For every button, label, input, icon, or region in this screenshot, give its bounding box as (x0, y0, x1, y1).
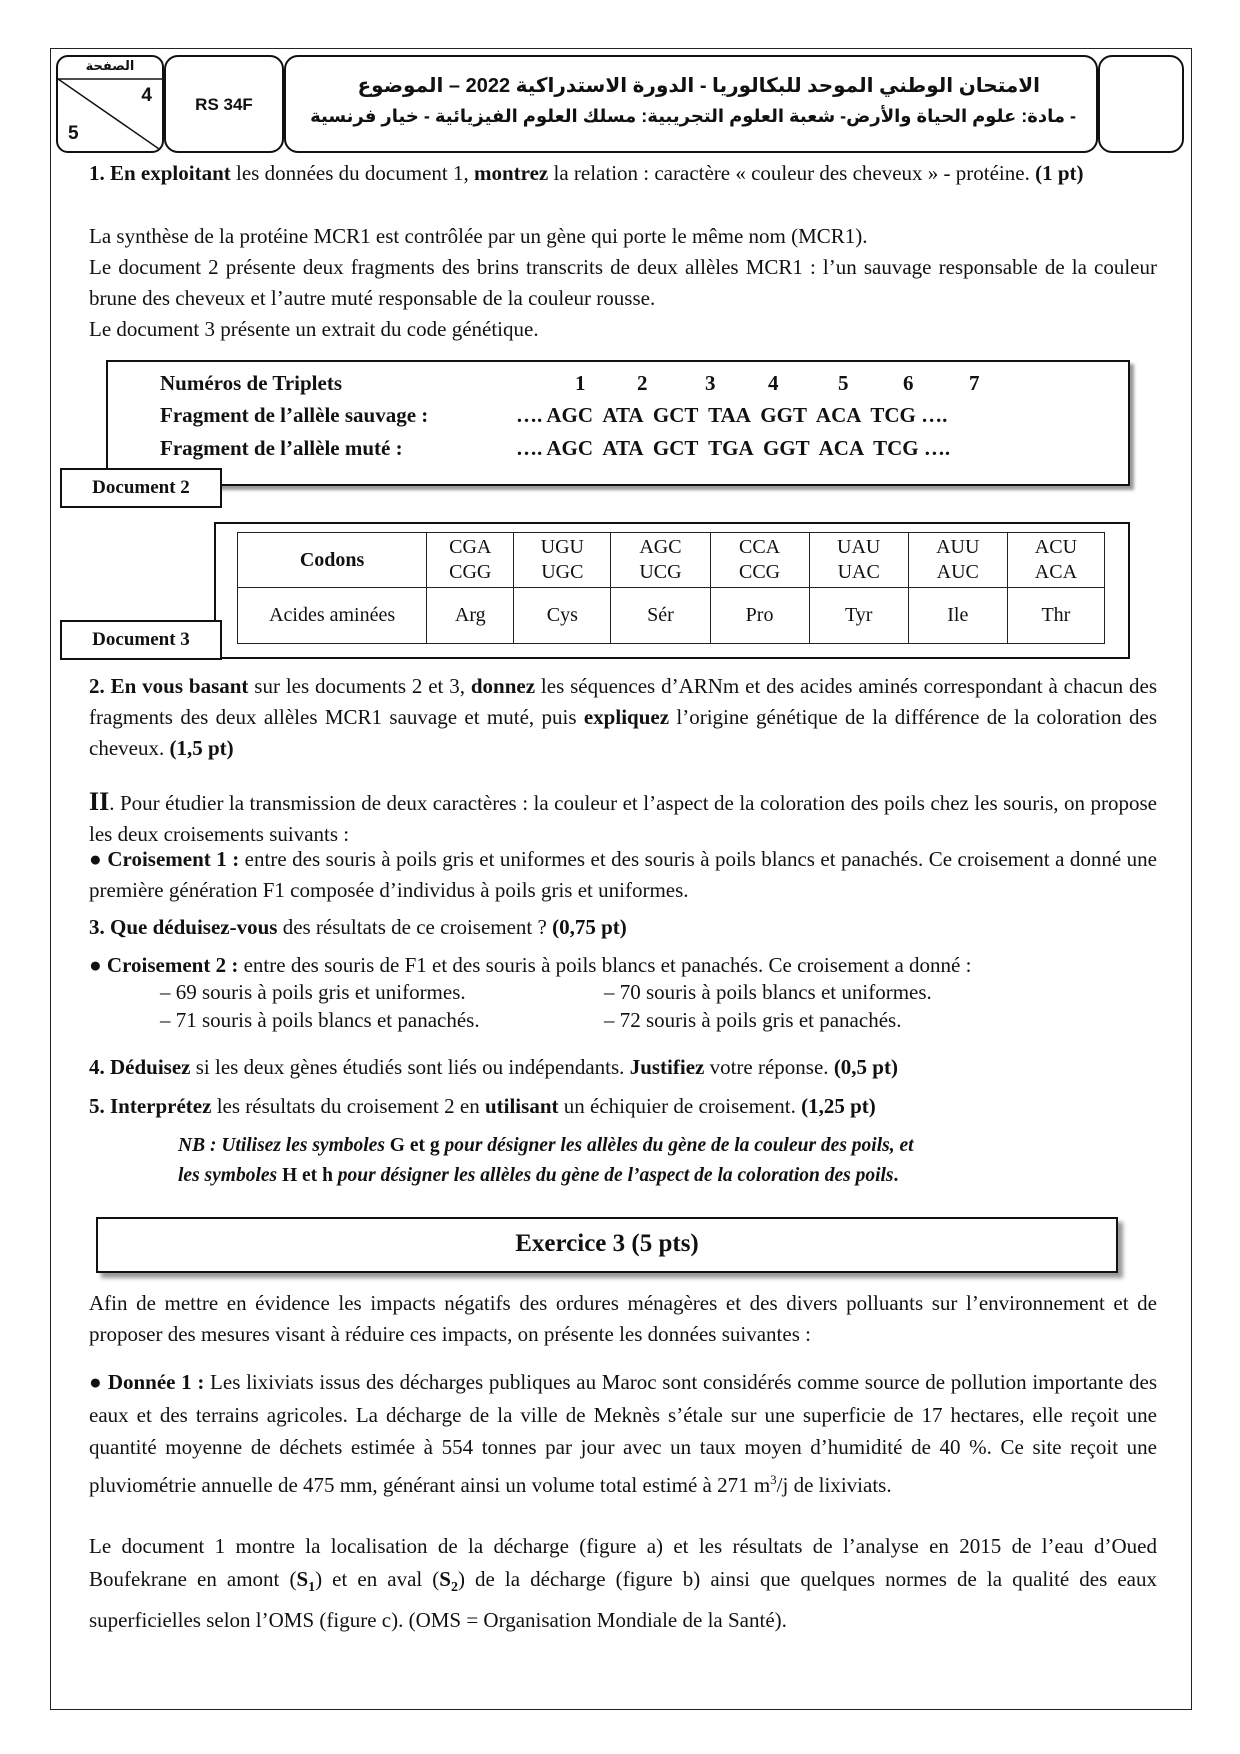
intro-mcr1: La synthèse de la protéine MCR1 est contrôlée par un gène qui porte le même nom (MCR1). (89, 224, 868, 248)
triplet-numbers-label: Numéros de Triplets (160, 371, 342, 395)
exercise-3-title: Exercice 3 (5 pts) (515, 1230, 699, 1257)
codon-cell: ACU ACA (1007, 533, 1104, 588)
codons-header: Codons (238, 533, 427, 588)
amino-acid-cell: Tyr (809, 588, 908, 644)
triplet-number: 4 (768, 371, 779, 395)
crossing-1: ● Croisement 1 : entre des souris à poils gris et uniformes et des souris à poils blancs et panachés. Ce croisement a donné une première génération F1 composée d’individus à poils gris et uniformes. (89, 847, 1157, 902)
page-total: 5 (68, 123, 79, 144)
amino-acid-cell: Cys (514, 588, 611, 644)
amino-acid-cell: Arg (427, 588, 514, 644)
part-2-intro: II. Pour étudier la transmission de deux caractères : la couleur et l’aspect de la coloration des poils chez les souris, on propose les deux croisements suivants : (89, 787, 1157, 846)
blank-header-box (1098, 55, 1184, 153)
codon-cell: CGA CGG (427, 533, 514, 588)
exam-title-line-2: - مادة: علوم الحياة والأرض- شعبة العلوم التجريبية: مسلك العلوم الفيزيائية - خيار فرنسية (310, 106, 1076, 126)
question-5: 5. Interprétez les résultats du croisement 2 en utilisant un échiquier de croisement. (1,25 pt) (89, 1094, 876, 1118)
mutant-allele-sequence: …. AGC ATA GCT TGA GGT ACA TCG …. (516, 436, 951, 460)
triplet-number: 1 (575, 371, 586, 395)
amino-acids-header: Acides aminées (238, 588, 427, 644)
wild-allele-label: Fragment de l’allèle sauvage : (160, 403, 429, 427)
wild-allele-sequence: …. AGC ATA GCT TAA GGT ACA TCG …. (516, 403, 948, 427)
question-4: 4. Déduisez si les deux gènes étudiés sont liés ou indépendants. Justifiez votre réponse. (0,5 pt) (89, 1055, 898, 1079)
crossing-2-result: – 72 souris à poils gris et panachés. (604, 1008, 902, 1032)
nota-bene: NB : Utilisez les symboles G et g pour désigner les allèles du gène de la couleur des poils, et les symboles H et h pour désigner les allèles du gène de l’aspect de la coloration des poils. (178, 1135, 914, 1186)
genetic-code-table (237, 532, 1105, 644)
codon-cell: AGC UCG (611, 533, 710, 588)
amino-acid-cell: Thr (1007, 588, 1104, 644)
triplet-number: 2 (637, 371, 648, 395)
page-label: الصفحة (85, 58, 135, 73)
intro-document-3: Le document 3 présente un extrait du code génétique. (89, 317, 539, 341)
triplet-number: 6 (903, 371, 914, 395)
amino-acid-cell: Ile (908, 588, 1007, 644)
exam-title-line-1: الامتحان الوطني الموحد للبكالوريا - الدورة الاستدراكية 2022 – الموضوع (357, 75, 1040, 97)
triplet-number: 3 (705, 371, 716, 395)
exercise-3-title-box (96, 1217, 1118, 1273)
document-3-label: Document 3 (60, 620, 222, 660)
intro-document-2: Le document 2 présente deux fragments des brins transcrits de deux allèles MCR1 : l’un sauvage responsable de la couleur brune des cheveux et l’autre muté responsable de la couleur rousse. (89, 255, 1157, 310)
crossing-2-result: – 71 souris à poils blancs et panachés. (160, 1008, 480, 1032)
page-number: 4 (141, 85, 152, 106)
exam-code-box (164, 55, 284, 153)
codon-cell: UAU UAC (809, 533, 908, 588)
codon-cell: UGU UGC (514, 533, 611, 588)
page-number-box (56, 55, 164, 153)
donnee-1: ● Donnée 1 : Les lixiviats issus des décharges publiques au Maroc sont considérés comme source de pollution importante des eaux et des terrains agricoles. La décharge de la ville de Meknès s’étale sur une superficie de 17 hectares, elle reçoit une quantité moyenne de déchets estimée à 554 tonnes par jour avec un taux moyen d’humidité de 40 %. Ce site reçoit une pluviométrie annuelle de 475 mm, générant ainsi un volume total estimé à 271 $m^3/j$ de lixiviats. (89, 1370, 1157, 1497)
mutant-allele-label: Fragment de l’allèle muté : (160, 436, 403, 460)
question-1: 1. En exploitant les données du document 1, montrez la relation : caractère « couleur des cheveux » - protéine. (1 pt) (89, 161, 1084, 185)
exam-title-box (284, 55, 1098, 153)
exam-code: RS 34F (195, 95, 253, 114)
exercise-3-intro: Afin de mettre en évidence les impacts négatifs des ordures ménagères et des divers polluants sur l’environnement et de proposer des mesures visant à réduire ces impacts, on présente les données suivantes : (89, 1291, 1157, 1346)
triplet-number: 5 (838, 371, 849, 395)
codon-cell: CCA CCG (710, 533, 809, 588)
codon-cell: AUU AUC (908, 533, 1007, 588)
question-3: 3. Que déduisez-vous des résultats de ce croisement ? (0,75 pt) (89, 915, 627, 939)
triplet-number: 7 (969, 371, 980, 395)
crossing-2: ● Croisement 2 : entre des souris de F1 et des souris à poils blancs et panachés. Ce croisement a donné : (89, 953, 972, 977)
amino-acid-cell: Sér (611, 588, 710, 644)
document-2-label: Document 2 (60, 468, 222, 508)
crossing-2-result: – 69 souris à poils gris et uniformes. (160, 980, 466, 1004)
question-2: 2. En vous basant sur les documents 2 et 3, donnez les séquences d’ARNm et des acides aminés correspondant à chacun des fragments des deux allèles MCR1 sauvage et muté, puis expliquez l’origine génétique de la différence de la coloration des cheveux. (1,5 pt) (89, 674, 1158, 760)
document-1-description: Le document 1 montre la localisation de la décharge (figure a) et les résultats de l’analyse en 2015 de l’eau d’Oued Boufekrane en amont $(S_1)$ et en aval $(S_2)$ de la décharge (figure b) ainsi que quelques normes de la qualité des eaux superficielles selon l’OMS (figure c). (OMS = Organisation Mondiale de la Santé). (89, 1534, 1157, 1633)
amino-acid-cell: Pro (710, 588, 809, 644)
crossing-2-result: – 70 souris à poils blancs et uniformes. (604, 980, 932, 1004)
